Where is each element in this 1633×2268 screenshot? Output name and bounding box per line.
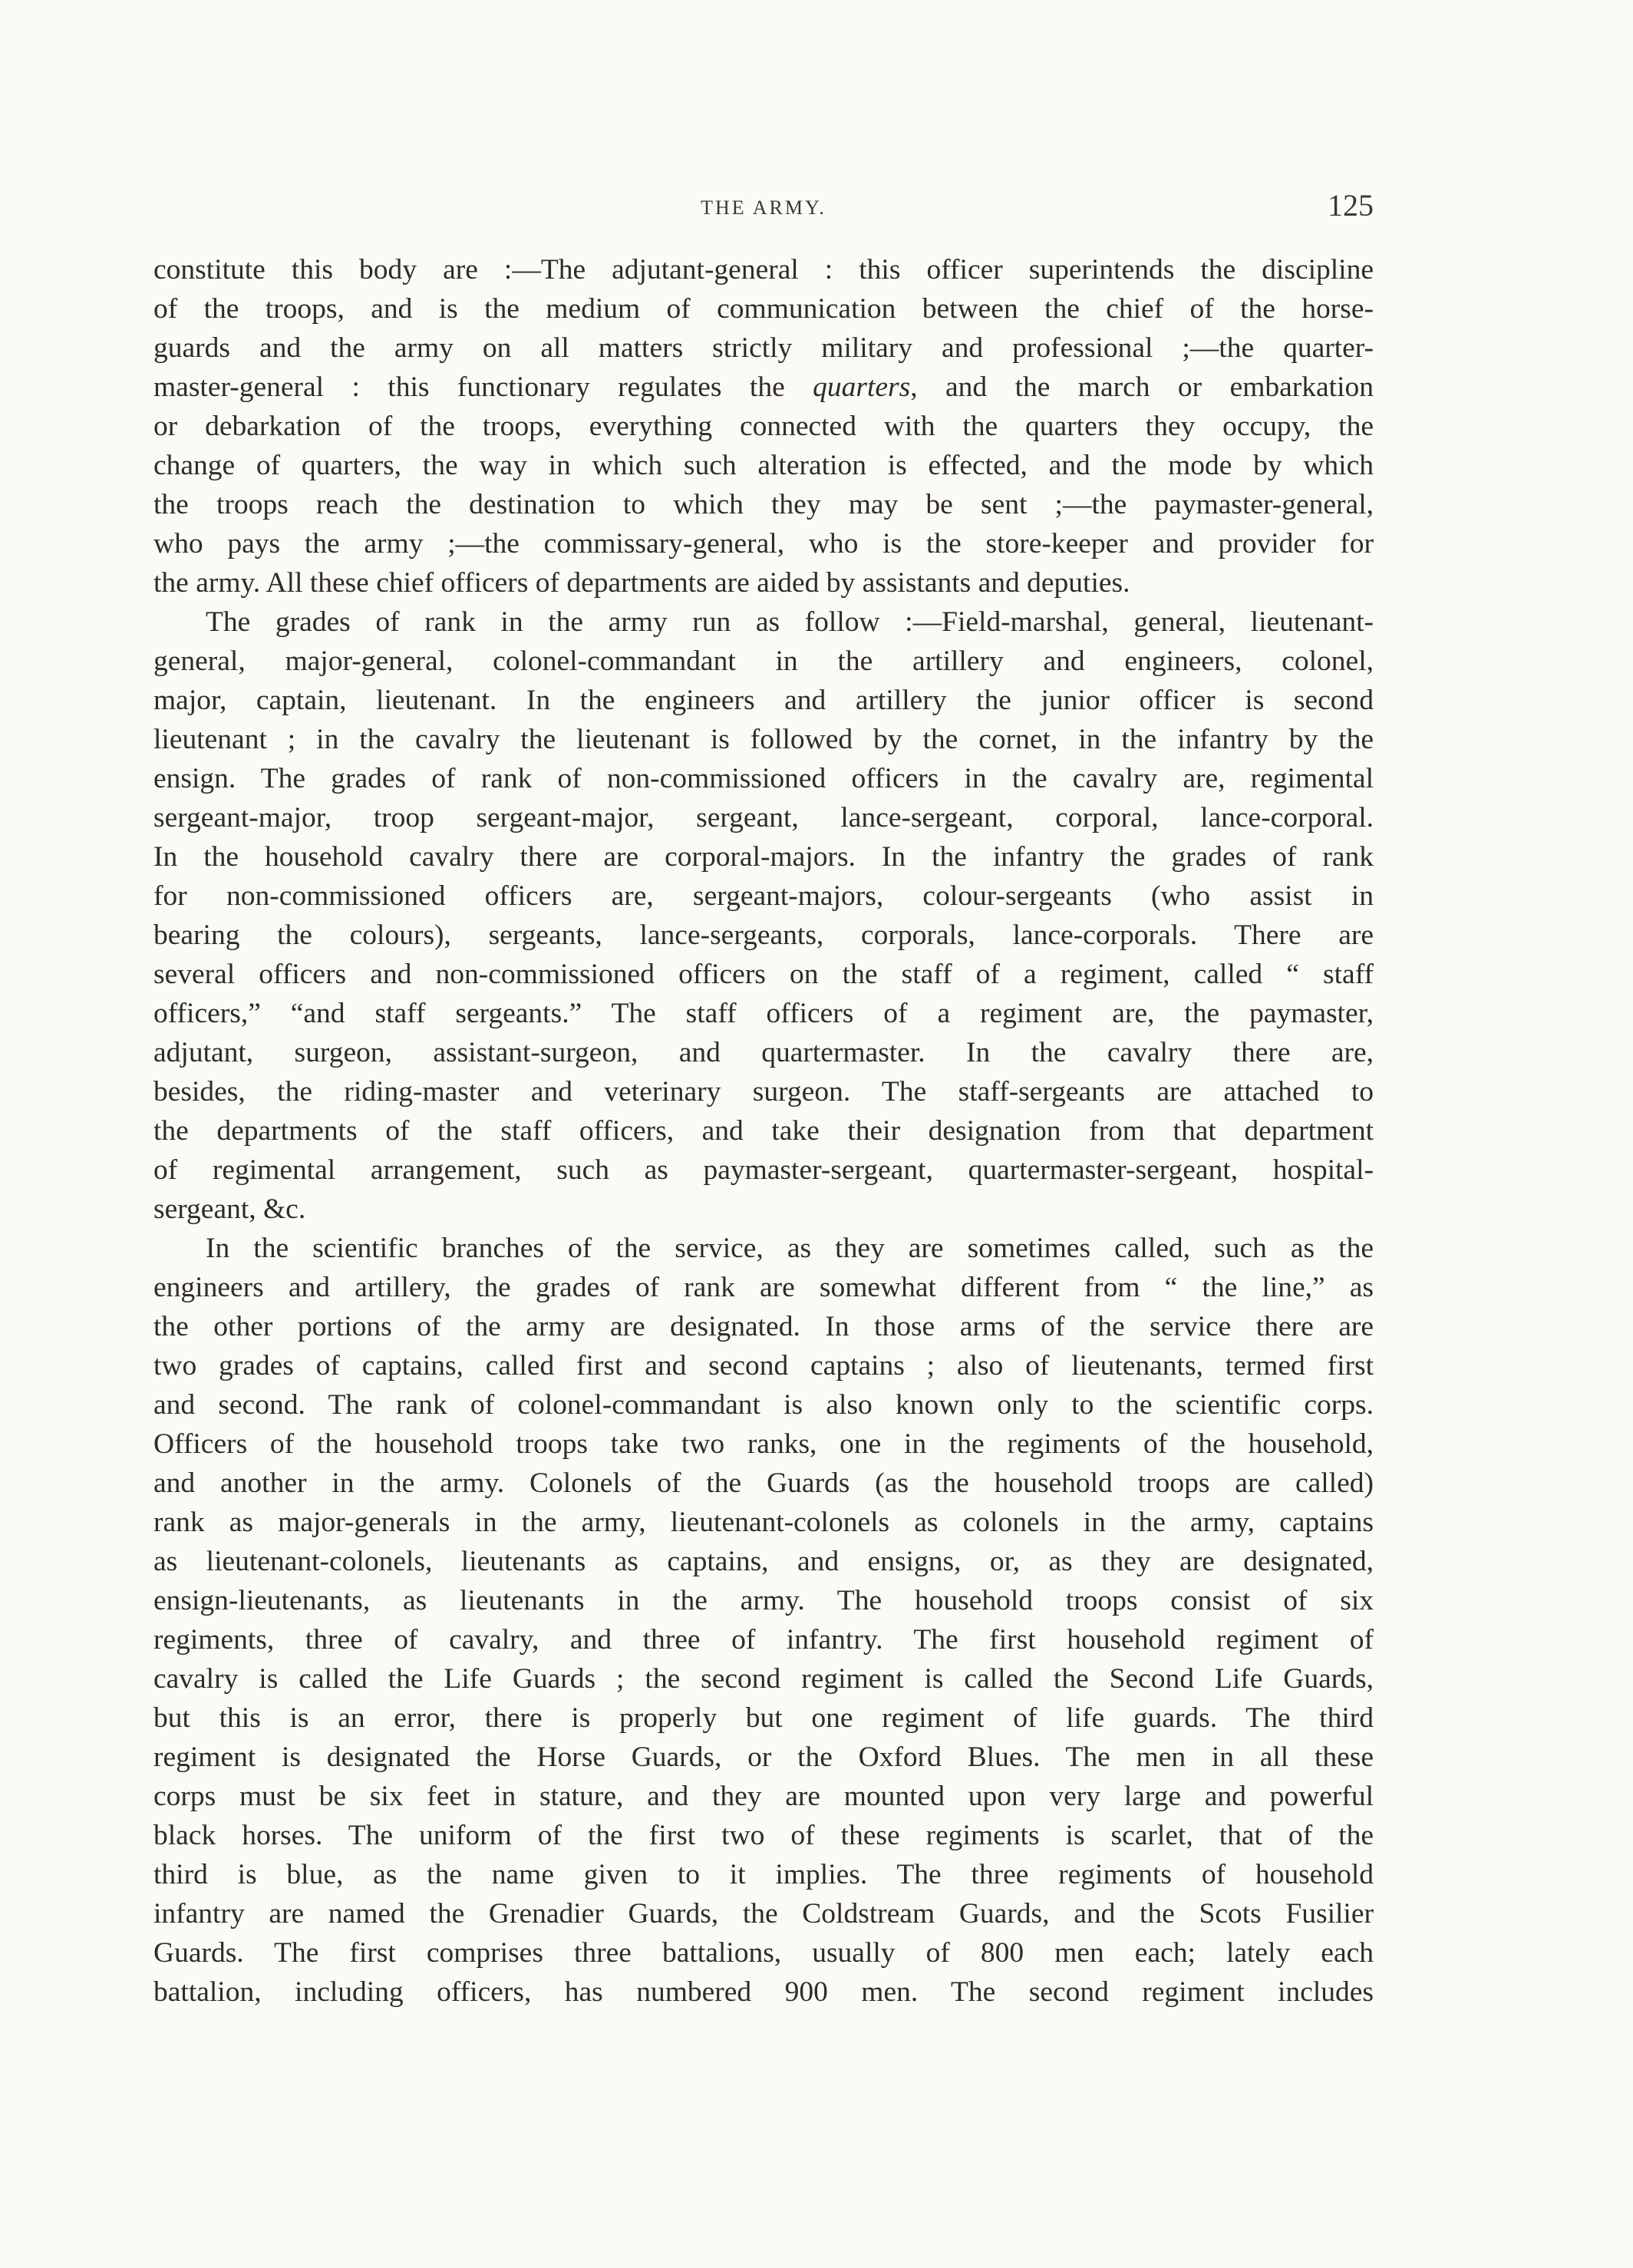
text-line: the other portions of the army are designated. In those arms of the service there are: [153, 1311, 1374, 1342]
text-line: constitute this body are :—The adjutant-general : this officer superintends the discipline: [153, 254, 1374, 286]
text-line: change of quarters, the way in which such alteration is effected, and the mode by which: [153, 450, 1374, 481]
text-line: besides, the riding-master and veterinary surgeon. The staff-sergeants are attached to: [153, 1076, 1374, 1108]
text-line: several officers and non-commissioned officers on the staff of a regiment, called “ staff: [153, 959, 1374, 990]
text-line: ensign-lieutenants, as lieutenants in the army. The household troops consist of six: [153, 1585, 1374, 1616]
text-segment: , and the march or embarkation: [910, 371, 1374, 403]
text-line: officers,” “and staff sergeants.” The staff officers of a regiment are, the paymaster,: [153, 998, 1374, 1029]
text-line: third is blue, as the name given to it implies. The three regiments of household: [153, 1859, 1374, 1890]
text-line: of the troops, and is the medium of communication between the chief of the horse-: [153, 293, 1374, 325]
text-line: Guards. The first comprises three battalions, usually of 800 men each; lately each: [153, 1937, 1374, 1969]
text-line: bearing the colours), sergeants, lance-sergeants, corporals, lance-corporals. There are: [153, 919, 1374, 951]
text-line: the departments of the staff officers, and take their designation from that department: [153, 1115, 1374, 1147]
text-line: adjutant, surgeon, assistant-surgeon, and quartermaster. In the cavalry there are,: [153, 1037, 1374, 1068]
text-line: battalion, including officers, has numbered 900 men. The second regiment includes: [153, 1976, 1374, 2008]
text-segment: master-general : this functionary regulates the: [153, 371, 813, 403]
text-line: corps must be six feet in stature, and they are mounted upon very large and powerful: [153, 1781, 1374, 1812]
text-line: major, captain, lieutenant. In the engineers and artillery the junior officer is second: [153, 685, 1374, 716]
body-text: [153, 250, 1374, 2012]
page-number: 125: [1328, 188, 1374, 223]
text-line: and second. The rank of colonel-commandant is also known only to the scientific corps.: [153, 1389, 1374, 1421]
text-line: guards and the army on all matters strictly military and professional ;—the quarter-: [153, 332, 1374, 364]
text-line: of regimental arrangement, such as paymaster-sergeant, quartermaster-sergeant, hospital-: [153, 1154, 1374, 1186]
text-line: and another in the army. Colonels of the Guards (as the household troops are called): [153, 1467, 1374, 1499]
text-line: for non-commissioned officers are, sergeant-majors, colour-sergeants (who assist in: [153, 880, 1374, 912]
text-line: lieutenant ; in the cavalry the lieutenant is followed by the cornet, in the infantry by the: [153, 724, 1374, 755]
text-line: ensign. The grades of rank of non-commissioned officers in the cavalry are, regimental: [153, 763, 1374, 794]
text-line: regiment is designated the Horse Guards, or the Oxford Blues. The men in all these: [153, 1741, 1374, 1773]
text-line: engineers and artillery, the grades of rank are somewhat different from “ the line,” as: [153, 1272, 1374, 1303]
text-line: two grades of captains, called first and second captains ; also of lieutenants, termed first: [153, 1350, 1374, 1382]
running-head: [153, 187, 1374, 233]
text-line: In the scientific branches of the service, as they are sometimes called, such as the: [206, 1233, 1374, 1264]
text-line: but this is an error, there is properly but one regiment of life guards. The third: [153, 1702, 1374, 1734]
text-line: Officers of the household troops take two ranks, one in the regiments of the household,: [153, 1428, 1374, 1460]
text-line: regiments, three of cavalry, and three of infantry. The first household regiment of: [153, 1624, 1374, 1656]
text-line: black horses. The uniform of the first two of these regiments is scarlet, that of the: [153, 1820, 1374, 1851]
text-line: the army. All these chief officers of departments are aided by assistants and deputies.: [153, 567, 1130, 599]
text-line: [153, 368, 1374, 407]
text-line: sergeant, &c.: [153, 1193, 306, 1225]
text-line: general, major-general, colonel-commandant in the artillery and engineers, colonel,: [153, 645, 1374, 677]
text-line: In the household cavalry there are corporal-majors. In the infantry the grades of rank: [153, 841, 1374, 873]
text-line: infantry are named the Grenadier Guards, the Coldstream Guards, and the Scots Fusilier: [153, 1898, 1374, 1930]
running-title: THE ARMY.: [701, 196, 826, 219]
text-line: who pays the army ;—the commissary-general, who is the store-keeper and provider for: [153, 528, 1374, 560]
text-line: The grades of rank in the army run as follow :—Field-marshal, general, lieutenant-: [206, 606, 1374, 638]
text-line: or debarkation of the troops, everything connected with the quarters they occupy, the: [153, 411, 1374, 442]
text-line: as lieutenant-colonels, lieutenants as captains, and ensigns, or, as they are designated,: [153, 1546, 1374, 1577]
text-line: rank as major-generals in the army, lieutenant-colonels as colonels in the army, captains: [153, 1507, 1374, 1538]
text-line: cavalry is called the Life Guards ; the second regiment is called the Second Life Guards,: [153, 1663, 1374, 1695]
italic-term: quarters: [813, 371, 911, 403]
text-line: the troops reach the destination to which they may be sent ;—the paymaster-general,: [153, 489, 1374, 520]
text-line: sergeant-major, troop sergeant-major, sergeant, lance-sergeant, corporal, lance-corporal.: [153, 802, 1374, 834]
